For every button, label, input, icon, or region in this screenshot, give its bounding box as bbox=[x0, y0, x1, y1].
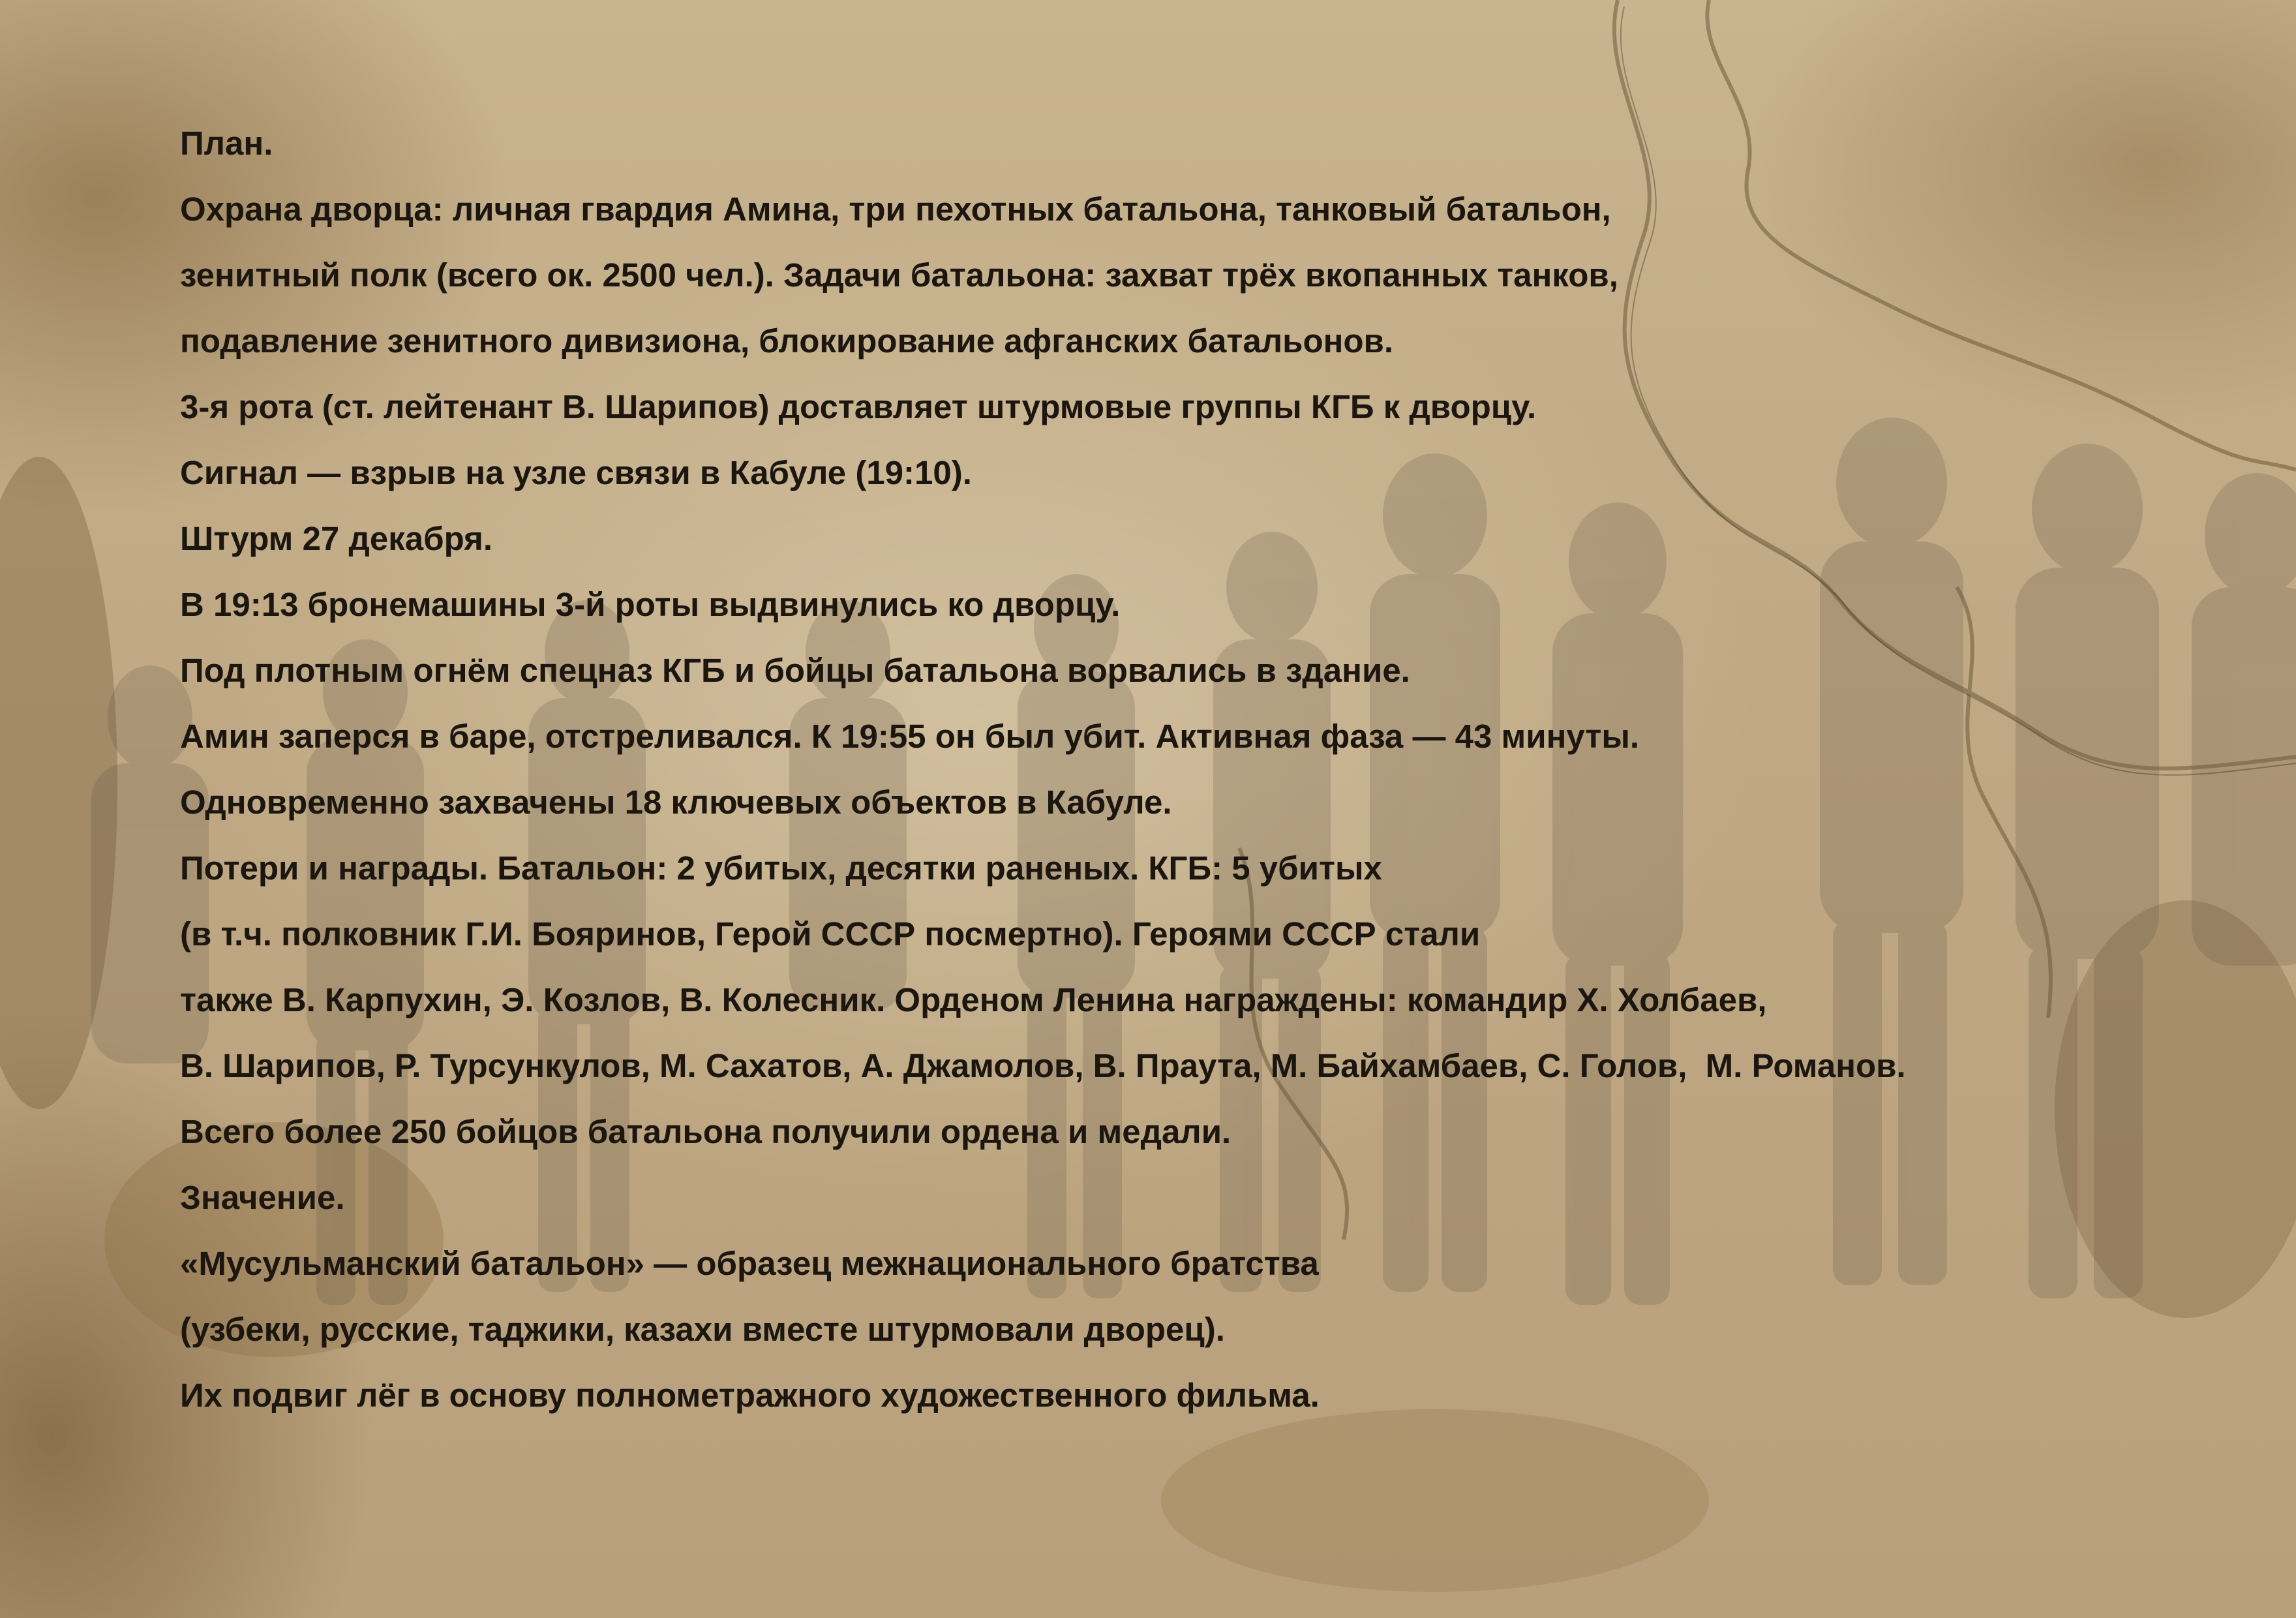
section-heading-plan: План. bbox=[180, 125, 273, 162]
text-line: 3-я рота (ст. лейтенант В. Шарипов) доставляет штурмовые группы КГБ к дворцу. bbox=[180, 388, 1537, 425]
text-block bbox=[180, 117, 2202, 1435]
text-line: «Мусульманский батальон» — образец межнационального братства bbox=[180, 1245, 1319, 1282]
text-line: (узбеки, русские, таджики, казахи вместе штурмовали дворец). bbox=[180, 1311, 1225, 1348]
text-line: (в т.ч. полковник Г.И. Бояринов, Герой СССР посмертно). Героями СССР стали bbox=[180, 915, 1481, 953]
text-line: Их подвиг лёг в основу полнометражного художественного фильма. bbox=[180, 1377, 1320, 1414]
text-line: В 19:13 бронемашины 3-й роты выдвинулись ко дворцу. bbox=[180, 586, 1121, 623]
text-line: Амин заперся в баре, отстреливался. К 19:55 он был убит. Активная фаза — 43 минуты. bbox=[180, 718, 1640, 755]
text-line: В. Шарипов, Р. Турсункулов, М. Сахатов, А. Джамолов, В. Праута, М. Байхамбаев, С. Голов, М. Романов. bbox=[180, 1047, 1906, 1084]
text-line: также В. Карпухин, Э. Козлов, В. Колесник. Орденом Ленина награждены: командир Х. Холбаев, bbox=[180, 981, 1767, 1018]
section-heading-assault: Штурм 27 декабря. bbox=[180, 520, 492, 557]
text-line: зенитный полк (всего ок. 2500 чел.). Задачи батальона: захват трёх вкопанных танков, bbox=[180, 256, 1618, 294]
text-line: Под плотным огнём спецназ КГБ и бойцы батальона ворвались в здание. bbox=[180, 652, 1410, 689]
text-line: Охрана дворца: личная гвардия Амина, три пехотных батальона, танковый батальон, bbox=[180, 191, 1611, 228]
section-heading-losses-awards: Потери и награды. Батальон: 2 убитых, десятки раненых. КГБ: 5 убитых bbox=[180, 849, 1382, 887]
text-line: Сигнал — взрыв на узле связи в Кабуле (19:10). bbox=[180, 454, 972, 491]
text-line: подавление зенитного дивизиона, блокирование афганских батальонов. bbox=[180, 322, 1394, 359]
text-line: Одновременно захвачены 18 ключевых объектов в Кабуле. bbox=[180, 784, 1172, 821]
section-heading-significance: Значение. bbox=[180, 1179, 345, 1216]
text-line: Всего более 250 бойцов батальона получили ордена и медали. bbox=[180, 1113, 1231, 1150]
